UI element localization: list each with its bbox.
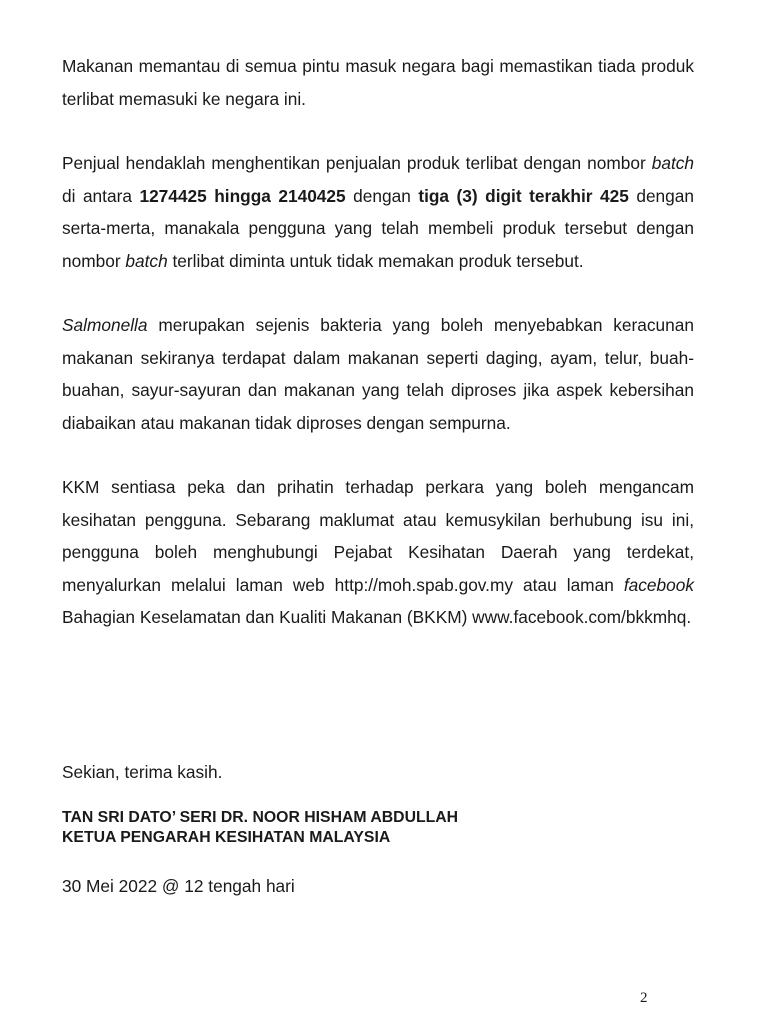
document-body: [62, 50, 694, 634]
facebook-term: facebook: [623, 574, 694, 595]
signatory-title: KETUA PENGARAH KESIHATAN MALAYSIA: [62, 829, 391, 846]
salmonella-term: Salmonella: [62, 315, 148, 335]
signatory-name: TAN SRI DATO’ SERI DR. NOOR HISHAM ABDULLAH: [62, 809, 459, 826]
batch-term: batch: [125, 250, 168, 271]
paragraph-salmonella: Salmonella merupakan sejenis bakteria yang boleh menyebabkan keracunan makanan sekiranya terdapat dalam makanan seperti daging, ayam, telur, buah-buahan, sayur-sayuran dan makanan yang telah diproses jika aspek kebersihan diabaikan atau makanan tidak diproses dengan sempurna.: [62, 315, 694, 433]
paragraph-border-control: Makanan memantau di semua pintu masuk negara bagi memastikan tiada produk terlibat memasuki ke negara ini.: [62, 56, 694, 109]
issue-date: 30 Mei 2022 @ 12 tengah hari: [62, 876, 295, 896]
signature-block: [62, 808, 458, 848]
batch-digits: tiga (3) digit terakhir 425: [418, 185, 629, 206]
paragraph-seller-instruction: Penjual hendaklah menghentikan penjualan produk terlibat dengan nombor batch di antara 1274425 hingga 2140425 dengan tiga (3) digit terakhir 425 dengan serta-merta, manakala pengguna yang telah membeli produk tersebut dengan nombor batch terlibat diminta untuk tidak memakan produk tersebut.: [62, 153, 695, 271]
closing-line: Sekian, terima kasih.: [62, 762, 223, 782]
paragraph-contact: KKM sentiasa peka dan prihatin terhadap perkara yang boleh mengancam kesihatan pengguna. Sebarang maklumat atau kemusykilan berhubung isu ini, pengguna boleh menghubungi Pejabat Kesihatan Daerah yang terdekat, menyalurkan melalui laman web http://moh.spab.gov.my atau laman facebook Bahagian Keselamatan dan Kualiti Makanan (BKKM) www.facebook.com/bkkmhq.: [62, 477, 694, 627]
batch-term: batch: [651, 153, 694, 173]
batch-range: 1274425 hingga 2140425: [139, 185, 346, 206]
page-number: 2: [640, 990, 648, 1006]
